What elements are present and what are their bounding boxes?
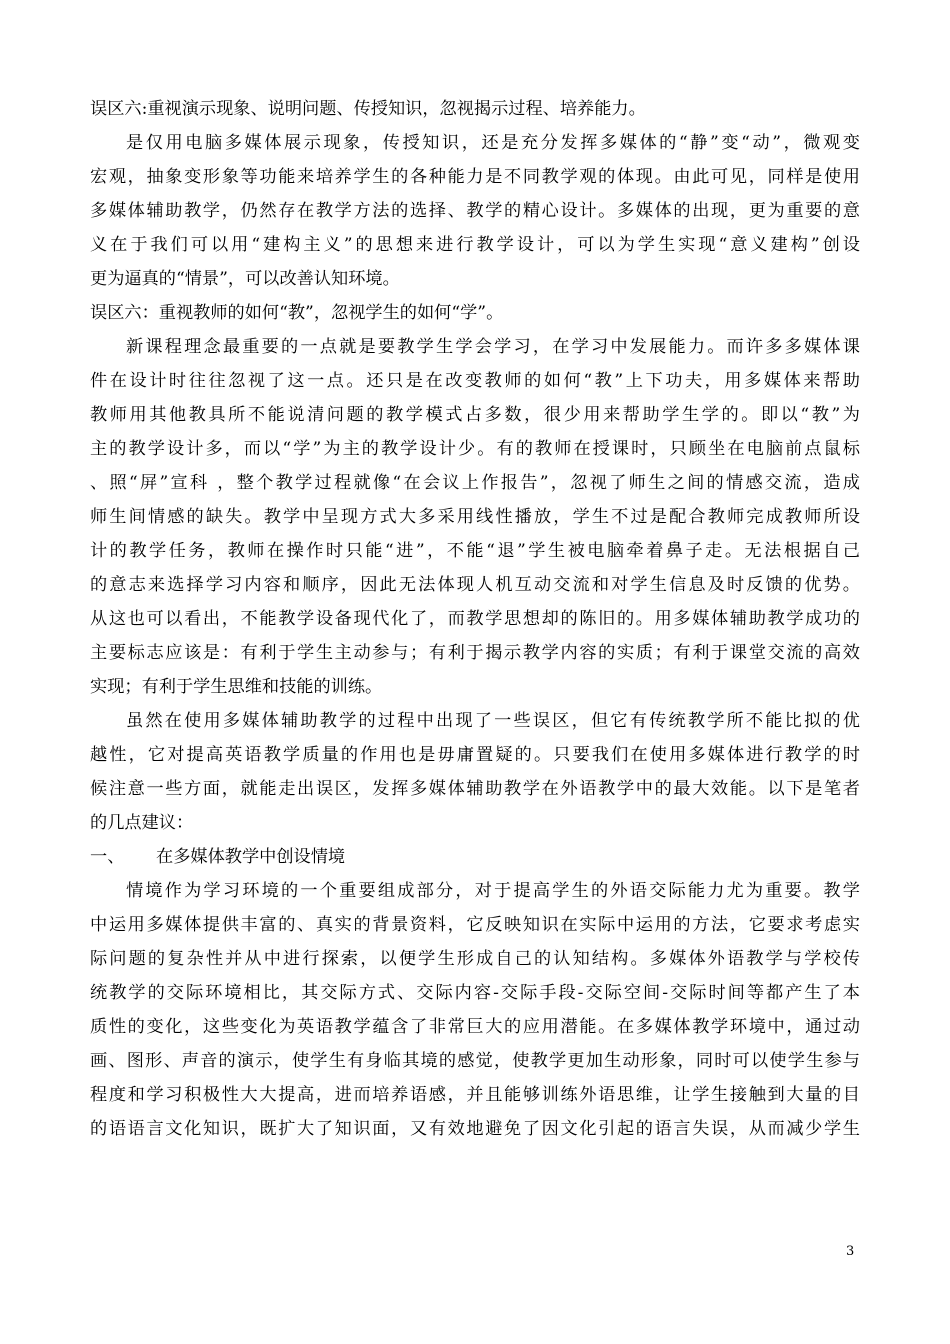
text-line: 候注意一些方面，就能走出误区，发挥多媒体辅助教学在外语教学中的最大效能。以下是笔者	[90, 779, 860, 799]
text-line: 中运用多媒体提供丰富的、真实的背景资料，它反映知识在实际中运用的方法，它要求考虑实	[90, 915, 860, 935]
text-line: 画、图形、声音的演示，使学生有身临其境的感觉，使教学更加生动形象，同时可以使学生参与	[90, 1051, 860, 1071]
text-line: 的几点建议：	[90, 813, 194, 833]
text-line: 虽然在使用多媒体辅助教学的过程中出现了一些误区，但它有传统教学所不能比拟的优	[126, 711, 860, 731]
text-line: 实现；有利于学生思维和技能的训练。	[90, 677, 383, 697]
paragraph-block-2	[90, 874, 860, 1146]
text-line: 越性，它对提高英语教学质量的作用也是毋庸置疑的。只要我们在使用多媒体进行教学的时	[90, 745, 860, 765]
text-line: 的语语言文化知识，既扩大了知识面，又有效地避免了因文化引起的语言失误，从而减少学生	[90, 1119, 860, 1139]
text-line: 件在设计时往往忽视了这一点。还只是在改变教师的如何“教”上下功夫，用多媒体来帮助	[90, 371, 860, 391]
text-line: 统教学的交际环境相比，其交际方式、交际内容-交际手段-交际空间-交际时间等都产生了本	[90, 983, 860, 1003]
text-line: 质性的变化，这些变化为英语教学蕴含了非常巨大的应用潜能。在多媒体教学环境中，通过动	[90, 1017, 860, 1037]
text-line: 多媒体辅助教学，仍然存在教学方法的选择、教学的精心设计。多媒体的出现，更为重要的意	[90, 201, 860, 221]
text-line: 程度和学习积极性大大提高，进而培养语感，并且能够训练外语思维，让学生接触到大量的目	[90, 1085, 860, 1105]
text-line: 义在于我们可以用“建构主义”的思想来进行教学设计，可以为学生实现“意义建构”创设	[90, 235, 860, 255]
text-line: 计的教学任务，教师在操作时只能“进”，不能“退”学生被电脑牵着鼻子走。无法根据自己	[90, 541, 860, 561]
text-line: 主要标志应该是：有利于学生主动参与；有利于揭示教学内容的实质；有利于课堂交流的高效	[90, 643, 860, 663]
section-heading	[90, 840, 860, 874]
body-text	[90, 92, 860, 1146]
text-line: 主的教学设计多，而以“学”为主的教学设计少。有的教师在授课时，只顾坐在电脑前点鼠标	[90, 439, 860, 459]
page-number: 3	[846, 1244, 855, 1259]
text-line: 宏观，抽象变形象等功能来培养学生的各种能力是不同教学观的体现。由此可见，同样是使用	[90, 167, 860, 187]
paragraph-block-1	[90, 92, 860, 840]
text-line: 的意志来选择学习内容和顺序，因此无法体现人机互动交流和对学生信息及时反馈的优势。	[90, 575, 860, 595]
text-line: 、照“屏”宣科 ，整个教学过程就像“在会议上作报告”，忽视了师生之间的情感交流，造成	[90, 473, 860, 493]
text-line: 误区六:重视演示现象、说明问题、传授知识，忽视揭示过程、培养能力。	[90, 99, 646, 119]
text-line: 从这也可以看出，不能教学设备现代化了，而教学思想却的陈旧的。用多媒体辅助教学成功的	[90, 609, 860, 629]
text-line: 际问题的复杂性并从中进行探索，以便学生形成自己的认知结构。多媒体外语教学与学校传	[90, 949, 860, 969]
section-heading-text: 在多媒体教学中创设情境	[156, 847, 346, 867]
text-line: 误区六：重视教师的如何“教”，忽视学生的如何“学”。	[90, 303, 504, 323]
text-line: 是仅用电脑多媒体展示现象，传授知识，还是充分发挥多媒体的“静”变“动”，微观变	[126, 133, 860, 153]
text-line: 师生间情感的缺失。教学中呈现方式大多采用线性播放，学生不过是配合教师完成教师所设	[90, 507, 860, 527]
section-heading-number: 一、	[90, 847, 125, 867]
text-line: 情境作为学习环境的一个重要组成部分，对于提高学生的外语交际能力尤为重要。教学	[126, 881, 860, 901]
text-line: 新课程理念最重要的一点就是要教学生学会学习，在学习中发展能力。而许多多媒体课	[126, 337, 860, 357]
text-line: 教师用其他教具所不能说清问题的教学模式占多数，很少用来帮助学生学的。即以“教”为	[90, 405, 860, 425]
text-line: 更为逼真的“情景”，可以改善认知环境。	[90, 269, 400, 289]
